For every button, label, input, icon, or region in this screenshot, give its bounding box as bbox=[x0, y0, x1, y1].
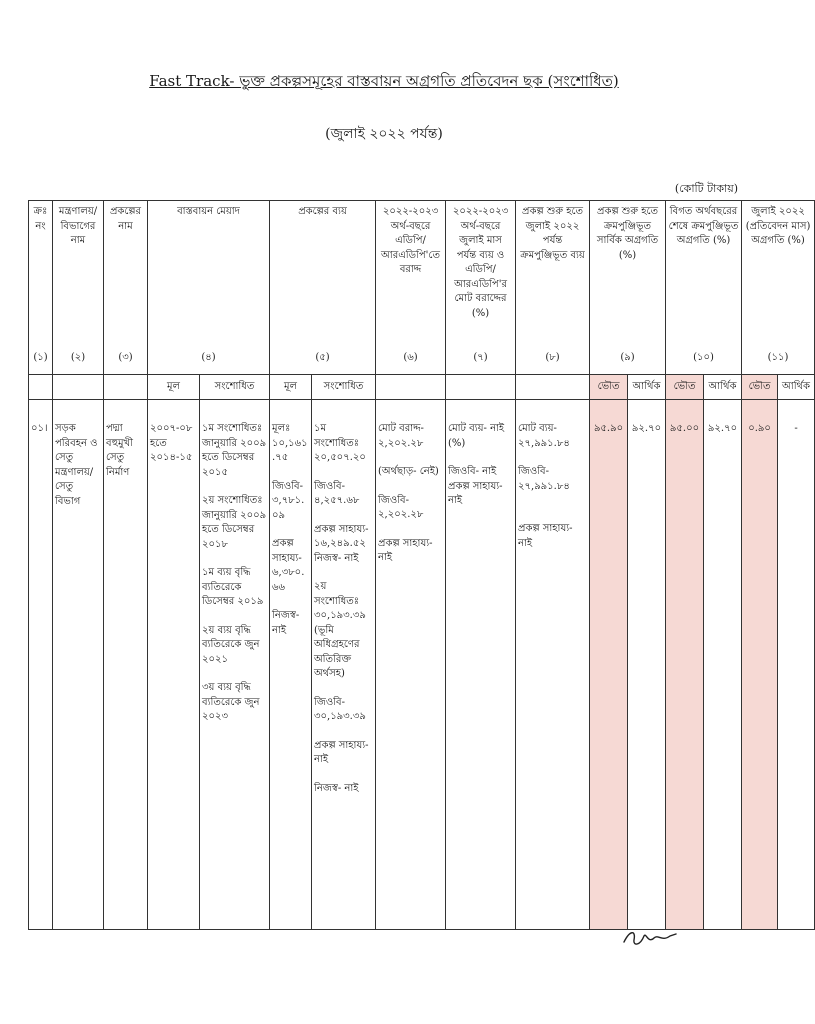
col-number: (৩) bbox=[104, 343, 148, 375]
sub-header-revised: সংশোধিত bbox=[312, 375, 376, 400]
exp-line: মোট ব্যয়- নাই (%) bbox=[448, 423, 505, 449]
col-number: (১) bbox=[29, 343, 53, 375]
cum-exp-line: মোট ব্যয়- ২৭,৯৯১.৮৪ bbox=[518, 423, 570, 449]
col-number: (১১) bbox=[742, 343, 815, 375]
header-cum-exp: প্রকল্প শুরু হতে জুলাই ২০২২ পর্যন্ত ক্রমপুঞ্জিভূত ব্যয় bbox=[516, 201, 590, 344]
cell-period-revised bbox=[200, 400, 270, 930]
header-ministry: মন্ত্রণালয়/ বিভাগের নাম bbox=[53, 201, 104, 344]
cost-line: প্রকল্প সাহায্য- ৬,৩৮০.৬৬ bbox=[272, 538, 305, 593]
sub-header-revised: সংশোধিত bbox=[200, 375, 270, 400]
period-revision: ৩য় ব্যয় বৃদ্ধি ব্যতিরেকে জুন ২০২৩ bbox=[202, 682, 260, 722]
cell-cost-revised bbox=[312, 400, 376, 930]
cost-line: নিজস্ব- নাই bbox=[314, 782, 359, 794]
cost-line: মূলঃ ১০,১৬১.৭৫ bbox=[272, 423, 308, 463]
cell-prev-physical: ৯৫.০০ bbox=[666, 400, 704, 930]
header-row bbox=[29, 201, 815, 344]
header-project: প্রকল্পের নাম bbox=[104, 201, 148, 344]
sub-header-original: মূল bbox=[270, 375, 312, 400]
header-period: বাস্তবায়ন মেয়াদ bbox=[148, 201, 270, 344]
col-number: (৫) bbox=[270, 343, 376, 375]
sub-header-original: মূল bbox=[148, 375, 200, 400]
cell-cum-exp bbox=[516, 400, 590, 930]
adp-line: জিওবি- ২,২০২.২৮ bbox=[378, 494, 424, 520]
cost-line: জিওবি- ৪,২৫৭.৬৮ bbox=[314, 480, 360, 506]
cost-line: জিওবি- ৩০,১৯৩.৩৯ bbox=[314, 696, 366, 722]
period-revision: ২য় ব্যয় বৃদ্ধি ব্যতিরেকে জুন ২০২১ bbox=[202, 624, 260, 665]
col-number: (৬) bbox=[376, 343, 446, 375]
sub-header-physical: ভৌত bbox=[742, 375, 778, 400]
sub-header-physical: ভৌত bbox=[666, 375, 704, 400]
col-number: (১০) bbox=[666, 343, 742, 375]
adp-line: (অর্থছাড়- নেই) bbox=[378, 466, 439, 477]
cell-prev-financial: ৯২.৭০ bbox=[704, 400, 742, 930]
cell-period-original: ২০০৭-০৮ হতে ২০১৪-১৫ bbox=[148, 400, 200, 930]
header-adp: ২০২২-২০২৩ অর্থ-বছরে এডিপি/আরএডিপি'তে বরাদ্দ bbox=[376, 201, 446, 344]
cum-exp-line: প্রকল্প সাহায্য- নাই bbox=[518, 523, 573, 549]
sub-header-physical: ভৌত bbox=[590, 375, 628, 400]
period-revision: ২য় সংশোধিতঃ জানুয়ারি ২০০৯ হতে ডিসেম্বর ২০১৮ bbox=[202, 495, 267, 550]
cum-exp-line: জিওবি- ২৭,৯৯১.৮৪ bbox=[518, 466, 570, 492]
signature-mark bbox=[620, 922, 680, 952]
cell-overall-physical: ৯৫.৯০ bbox=[590, 400, 628, 930]
cell-month-financial: - bbox=[778, 400, 815, 930]
header-serial: ক্রঃ নং bbox=[29, 201, 53, 344]
cost-line: জিওবি- ৩,৭৮১.০৯ bbox=[272, 480, 305, 521]
sub-header-row bbox=[29, 375, 815, 400]
col-number: (৪) bbox=[148, 343, 270, 375]
cell-adp bbox=[376, 400, 446, 930]
cost-line: নিজস্ব- নাই bbox=[272, 610, 300, 636]
cost-line: ১ম সংশোধিতঃ ২০,৫০৭.২০ bbox=[314, 423, 366, 463]
cost-line: প্রকল্প সাহায্য- ১৬,২৪৯.৫২ bbox=[314, 523, 369, 549]
col-number: (৭) bbox=[446, 343, 516, 375]
col-number: (৮) bbox=[516, 343, 590, 375]
cell-serial: ০১। bbox=[29, 400, 53, 930]
header-cost: প্রকল্পের ব্যয় bbox=[270, 201, 376, 344]
col-number: (৯) bbox=[590, 343, 666, 375]
adp-line: মোট বরাদ্দ- ২,২০২.২৮ bbox=[378, 423, 424, 449]
sub-header-financial: আর্থিক bbox=[778, 375, 815, 400]
unit-label: (কোটি টাকায়) bbox=[674, 182, 738, 195]
cell-exp-july bbox=[446, 400, 516, 930]
cell-cost-original bbox=[270, 400, 312, 930]
table-row bbox=[29, 400, 815, 930]
column-number-row bbox=[29, 343, 815, 375]
period-revision: ১ম সংশোধিতঃ জানুয়ারি ২০০৯ হতে ডিসেম্বর ২০১৫ bbox=[202, 423, 267, 478]
header-month-progress: জুলাই ২০২২ (প্রতিবেদন মাস) অগ্রগতি (%) bbox=[742, 201, 815, 344]
cost-line: ২য় সংশোধিতঃ ৩০,১৯৩.৩৯ (ভূমি অধিগ্রহণের অতিরিক্ত অর্থসহ) bbox=[314, 581, 366, 679]
header-exp-july: ২০২২-২০২৩ অর্থ-বছরে জুলাই মাস পর্যন্ত ব্যয় ও এডিপি/ আরএডিপি'র মোট বরাদ্দের (%) bbox=[446, 201, 516, 344]
cell-overall-financial: ৯২.৭০ bbox=[628, 400, 666, 930]
cost-line: প্রকল্প সাহায্য- নাই bbox=[314, 739, 369, 765]
header-prev-progress: বিগত অর্থবছরের শেষে ক্রমপুঞ্জিভূত অগ্রগতি (%) bbox=[666, 201, 742, 344]
cell-month-physical: ০.৯০ bbox=[742, 400, 778, 930]
cell-ministry: সড়ক পরিবহন ও সেতু মন্ত্রণালয়/ সেতু বিভাগ bbox=[53, 400, 104, 930]
period-revision: ১ম ব্যয় বৃদ্ধি ব্যতিরেকে ডিসেম্বর ২০১৯ bbox=[202, 567, 264, 607]
page-subtitle: (জুলাই ২০২২ পর্যন্ত) bbox=[325, 126, 443, 142]
header-overall-progress: প্রকল্প শুরু হতে ক্রমপুঞ্জিভূত সার্বিক অগ্রগতি (%) bbox=[590, 201, 666, 344]
cost-line: নিজস্ব- নাই bbox=[314, 552, 359, 564]
sub-header-financial: আর্থিক bbox=[628, 375, 666, 400]
adp-line: প্রকল্প সাহায্য- নাই bbox=[378, 537, 433, 563]
col-number: (২) bbox=[53, 343, 104, 375]
page-title: Fast Track- ভুক্ত প্রকল্পসমূহের বাস্তবায়ন অগ্রগতি প্রতিবেদন ছক (সংশোধিত) bbox=[149, 72, 619, 90]
exp-line: জিওবি- নাই প্রকল্প সাহায্য- নাই bbox=[448, 466, 503, 506]
sub-header-financial: আর্থিক bbox=[704, 375, 742, 400]
cell-project: পদ্মা বহুমুখী সেতু নির্মাণ bbox=[104, 400, 148, 930]
progress-table bbox=[28, 200, 815, 930]
